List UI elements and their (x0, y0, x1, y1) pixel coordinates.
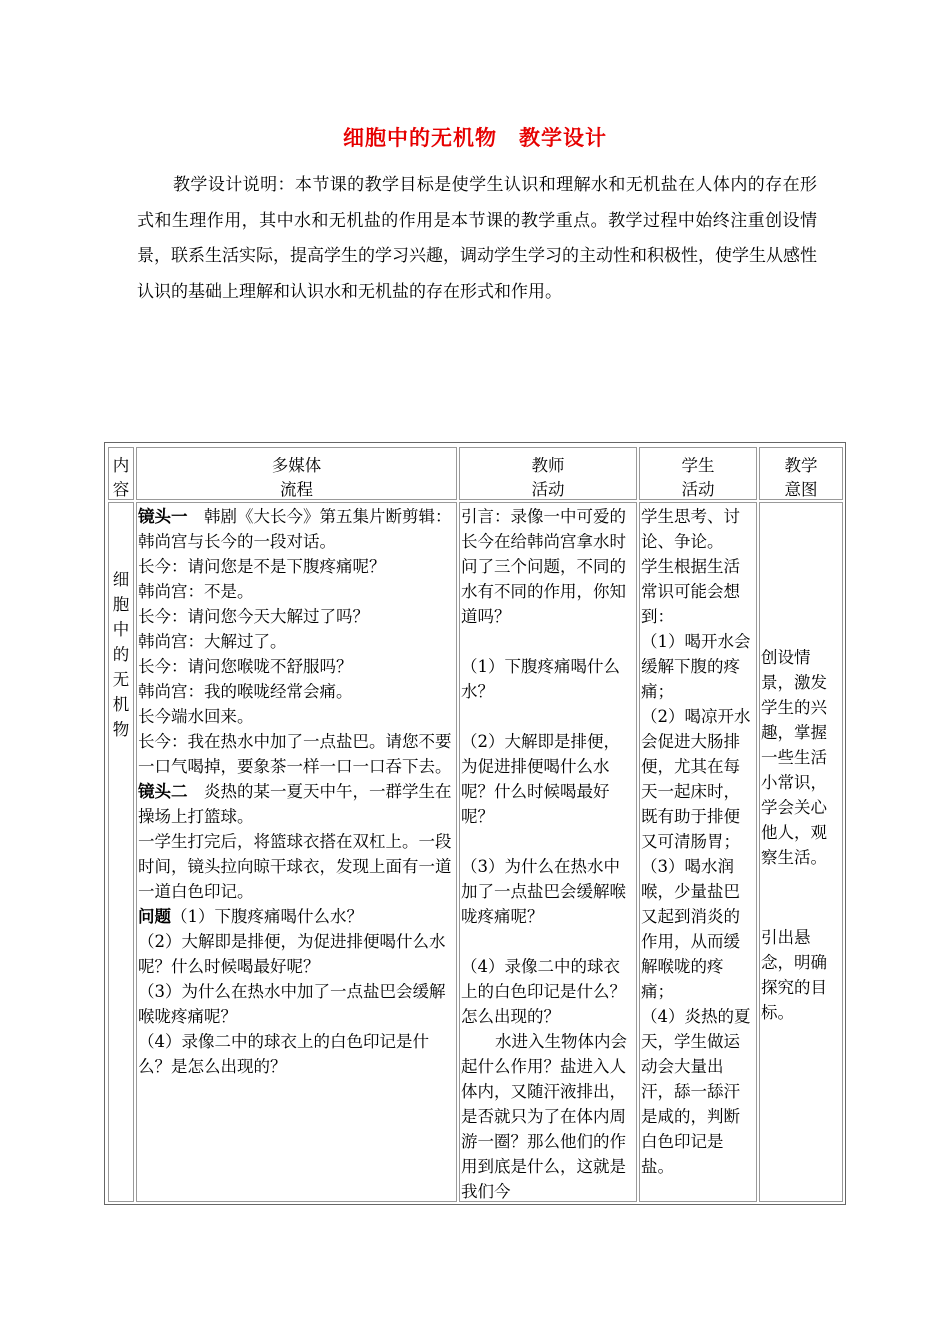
question-label: 问题 (138, 907, 171, 926)
header-media (136, 447, 457, 500)
student-answer-3: （3）喝水润喉，少量盐巴又起到消炎的作用，从而缓解喉咙的疼痛； (641, 857, 740, 1001)
question-3: （3）为什么在热水中加了一点盐巴会缓解喉咙疼痛呢？ (138, 982, 446, 1026)
student-answer-1: （1）喝开水会缓解下腹的疼痛； (641, 632, 751, 701)
dialogue-line: 韩尚宫：我的喉咙经常会痛。 (138, 682, 353, 701)
header-teacher-line1: 教师 (531, 456, 565, 475)
header-intent-line2: 意图 (784, 480, 818, 499)
student-answer-4: （4）炎热的夏天，学生做运动会大量出汗，舔一舔汗是咸的，判断白色印记是盐。 (641, 1007, 751, 1176)
student-cell (639, 502, 757, 1202)
teacher-question-4: （4）录像二中的球衣上的白色印记是什么？怎么出现的？ (461, 957, 626, 1026)
header-content-line1: 内 (112, 456, 130, 475)
shot1-text: 韩剧《大长今》第五集片断剪辑：韩尚宫与长今的一段对话。 (138, 507, 452, 551)
teacher-transition: 水进入生物体内会起什么作用？盐进入人体内，又随汗液排出，是否就只为了在体内周游一圈？那么他们的作用到底是什么，这就是我们今 (461, 1032, 627, 1201)
dialogue-line: 长今：请问您喉咙不舒服吗？ (138, 657, 353, 676)
teacher-question-3: （3）为什么在热水中加了一点盐巴会缓解喉咙疼痛呢？ (461, 857, 626, 926)
design-description: 教学设计说明：本节课的教学目标是使学生认识和理解水和无机盐在人体内的存在形式和生理作用，其中水和无机盐的作用是本节课的教学重点。教学过程中始终注重创设情景，联系生活实际，提高学生的学习兴趣，调动学生学习的主动性和积极性，使学生从感性认识的基础上理解和认识水和无机盐的存在形式和作用。 (137, 175, 817, 302)
header-media-line1: 多媒体 (271, 456, 322, 475)
student-activity: 学生思考、讨论、争论。 (641, 507, 740, 551)
header-content (108, 447, 134, 500)
lesson-plan-table (104, 442, 846, 1205)
header-intent (759, 447, 843, 500)
document-title: 细胞中的无机物 教学设计 (343, 126, 607, 150)
intent-1: 创设情景，激发学生的兴趣，掌握一些生活小常识，学会关心他人，观察生活。 (761, 648, 827, 867)
dialogue-line: 韩尚宫：不是。 (138, 582, 254, 601)
dialogue-line: 长今：我在热水中加了一点盐巴。请您不要一口气喝掉，要象茶一样一口一口吞下去。 (138, 732, 452, 776)
student-answer-2: （2）喝凉开水会促进大肠排便，尤其在每天一起床时，既有助于排便又可清肠胃； (641, 707, 751, 851)
shot2-label: 镜头二 (138, 782, 188, 801)
teacher-question-1: （1）下腹疼痛喝什么水？ (461, 657, 620, 701)
header-student-line2: 活动 (681, 480, 715, 499)
header-content-line2: 容 (112, 480, 130, 499)
intent-2: 引出悬念，明确探究的目标。 (761, 928, 827, 1022)
intent-cell (759, 502, 843, 1202)
header-student (639, 447, 757, 500)
student-expectation: 学生根据生活常识可能会想到： (641, 557, 740, 626)
shot2-text: 炎热的某一夏天中午，一群学生在操场上打篮球。 (138, 782, 452, 826)
media-cell (136, 502, 457, 1202)
header-intent-line1: 教学 (784, 456, 818, 475)
teacher-cell (459, 502, 637, 1202)
dialogue-line: 长今：请问您是不是下腹疼痛呢？ (138, 557, 386, 576)
header-student-line1: 学生 (681, 456, 715, 475)
header-media-line2: 流程 (280, 480, 313, 499)
dialogue-line: 长今：请问您今天大解过了吗？ (138, 607, 369, 626)
shot1-label: 镜头一 (138, 507, 188, 526)
question-1: （1）下腹疼痛喝什么水？ (171, 907, 363, 926)
header-teacher-line2: 活动 (531, 480, 565, 499)
dialogue-line: 长今端水回来。 (138, 707, 254, 726)
content-label: 细胞中的无机物 (112, 570, 130, 739)
dialogue-line: 韩尚宫：大解过了。 (138, 632, 287, 651)
teacher-intro: 引言：录像一中可爱的长今在给韩尚宫拿水时问了三个问题，不同的水有不同的作用，你知道吗？ (461, 507, 626, 626)
content-cell (108, 502, 134, 1202)
question-2: （2）大解即是排便，为促进排便喝什么水呢？什么时候喝最好呢？ (138, 932, 446, 976)
shot2-detail: 一学生打完后，将篮球衣搭在双杠上。一段时间，镜头拉向晾干球衣，发现上面有一道一道白色印记。 (138, 832, 452, 901)
question-4: （4）录像二中的球衣上的白色印记是什么？是怎么出现的？ (138, 1032, 429, 1076)
teacher-question-2: （2）大解即是排便，为促进排便喝什么水呢？什么时候喝最好呢？ (461, 732, 620, 826)
header-teacher (459, 447, 637, 500)
